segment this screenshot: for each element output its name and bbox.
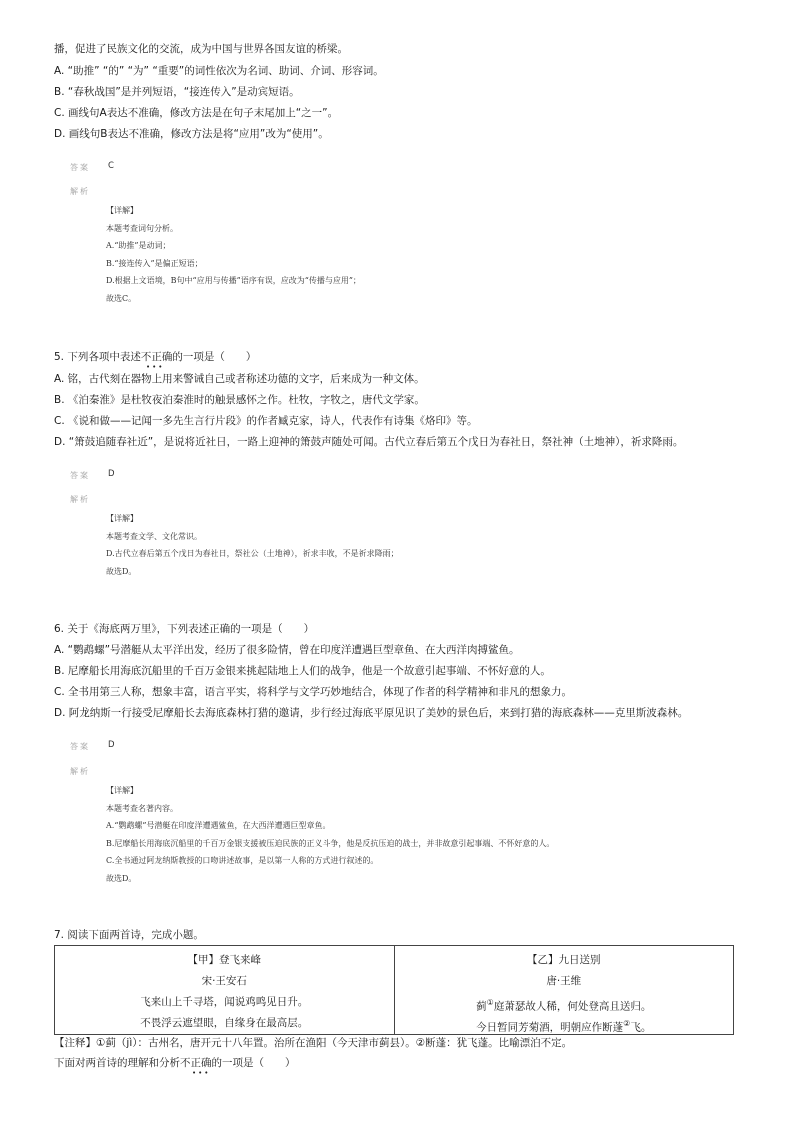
poem-b-text: 今日暂同芳菊酒，明朝应作断蓬	[476, 1021, 624, 1034]
q5-option-c: C. 《说和做——记闻一多先生言行片段》的作者臧克家，诗人，代表作有诗集《烙印》等。	[54, 415, 478, 427]
poem-b-line	[395, 992, 734, 1013]
answer-label: 答案	[70, 471, 90, 480]
poem-b-text: 飞。	[630, 1021, 652, 1034]
q4-option-c: C. 画线句A表达不准确，修改方法是在句子末尾加上“之一”。	[54, 107, 339, 119]
passage-tail: 播，促进了民族文化的交流，成为中国与世界各国友谊的桥梁。	[54, 43, 348, 55]
detail-line: B.尼摩船长用海底沉船里的千百万金银支援被压迫民族的正义斗争，他是反抗压迫的战士，并非故意引起事端、不怀好意的人。	[106, 838, 555, 848]
detail-line: 【详解】	[106, 514, 138, 523]
poem-b-text: 蓟	[476, 1000, 487, 1013]
detail-line: D.根据上文语境，B句中“应用与传播”语序有误，应改为“传播与应用”；	[106, 276, 361, 285]
poem-b-cell	[394, 946, 734, 1035]
analysis-label: 解析	[70, 495, 90, 504]
detail-line: 故选D。	[106, 566, 137, 576]
detail-line: 本题考查名著内容。	[106, 803, 178, 813]
q5-detail	[106, 510, 399, 580]
emphasis-dots: •••	[192, 1069, 211, 1077]
q6-stem: 6. 关于《海底两万里》，下列表述正确的一项是（ ）	[54, 623, 315, 635]
answer-label: 答案	[70, 163, 90, 172]
q4-option-d: D. 画线句B表达不准确，修改方法是将“应用”改为“使用”。	[54, 128, 329, 140]
detail-line: B.“接连传入”是偏正短语；	[106, 258, 203, 268]
q6-answer: D	[108, 740, 115, 750]
poem-b-author: 唐·王维	[546, 975, 582, 987]
poem-b-line	[395, 1013, 734, 1034]
q5-answer: D	[108, 469, 115, 479]
detail-line: 故选D。	[106, 873, 137, 883]
q7-stem: 7. 阅读下面两首诗，完成小题。	[54, 929, 204, 941]
detail-line: C.全书通过阿龙纳斯教授的口吻讲述故事，是以第一人称的方式进行叙述的。	[106, 856, 379, 865]
q6-option-c: C. 全书用第三人称，想象丰富，语言平实，将科学与文学巧妙地结合，体现了作者的科学精神和非凡的想象力。	[54, 686, 573, 698]
q5-stem: 5. 下列各项中表述不正确的一项是（ ）	[54, 351, 257, 363]
q6-detail	[106, 782, 554, 887]
poems-table	[54, 945, 734, 1035]
poem-a-title: 【甲】登飞来峰	[187, 954, 261, 966]
poem-a-line: 飞来山上千寻塔，闻说鸡鸣见日升。	[140, 996, 309, 1008]
emphasis-dots: •••	[146, 363, 165, 371]
poem-a-author: 宋·王安石	[201, 975, 247, 987]
q7-sub-stem: 下面对两首诗的理解和分析不正确的一项是（ ）	[54, 1057, 296, 1069]
detail-line: 【详解】	[106, 786, 138, 795]
detail-line: 本题考查词句分析。	[106, 223, 178, 233]
analysis-label: 解析	[70, 187, 90, 196]
q4-option-a: A. “助推” “的” “为” “重要”的词性依次为名词、助词、介词、形容词。	[54, 65, 384, 77]
q6-option-d: D. 阿龙纳斯一行接受尼摩船长去海底森林打猎的邀请，步行经过海底平原见识了美妙的景色后，来到打猎的海底森林——克里斯波森林。	[54, 707, 689, 719]
q5-option-a: A. 铭，古代刻在器物上用来警诫自己或者称述功德的文字，后来成为一种文体。	[54, 373, 425, 385]
poem-a-cell	[55, 946, 395, 1035]
q6-option-b: B. 尼摩船长用海底沉船里的千百万金银来挑起陆地上人们的战争，他是一个故意引起事端、不怀好意的人。	[54, 665, 551, 677]
q5-option-b: B. 《泊秦淮》是杜牧夜泊秦淮时的触景感怀之作。杜牧，字牧之，唐代文学家。	[54, 394, 425, 406]
detail-line: 本题考查文学、文化常识。	[106, 531, 202, 541]
q4-answer: C	[108, 161, 114, 171]
detail-line: 【详解】	[106, 206, 138, 215]
q6-option-a: A. “鹦鹉螺”号潜艇从太平洋出发，经历了很多险情，曾在印度洋遭遇巨型章鱼、在大西洋肉搏鲨鱼。	[54, 644, 520, 656]
analysis-label: 解析	[70, 767, 90, 776]
footnote-marker: ②	[623, 1019, 631, 1028]
detail-line: D.古代立春后第五个戊日为春社日，祭社公（土地神），祈求丰收，不是祈求降雨；	[106, 549, 399, 558]
poem-b-title: 【乙】九日送别	[527, 954, 601, 966]
footnote-marker: ①	[486, 998, 494, 1007]
q7-note: 【注释】①蓟（jì）：古州名，唐开元十八年置。治所在渔阳（今天津市蓟县）。②断蓬：犹飞蓬。比喻漂泊不定。	[54, 1037, 573, 1049]
q5-option-d: D. “箫鼓追随春社近”，是说将近社日，一路上迎神的箫鼓声随处可闻。古代立春后第五个戊日为春社日，祭社神（土地神），祈求降雨。	[54, 436, 684, 448]
answer-label: 答案	[70, 742, 90, 751]
poem-b-text: 庭萧瑟故人稀，何处登高且送归。	[493, 1000, 652, 1013]
detail-line: A.“鹦鹉螺”号潜艇在印度洋遭遇鲨鱼，在大西洋遭遇巨型章鱼。	[106, 821, 331, 830]
poem-a-line: 不畏浮云遮望眼，自缘身在最高层。	[140, 1017, 309, 1029]
q4-option-b: B. “春秋战国”是并列短语，“接连传入”是动宾短语。	[54, 86, 300, 98]
detail-line: A.“助推”是动词；	[106, 241, 171, 250]
detail-line: 故选C。	[106, 293, 137, 303]
q4-detail	[106, 202, 361, 307]
